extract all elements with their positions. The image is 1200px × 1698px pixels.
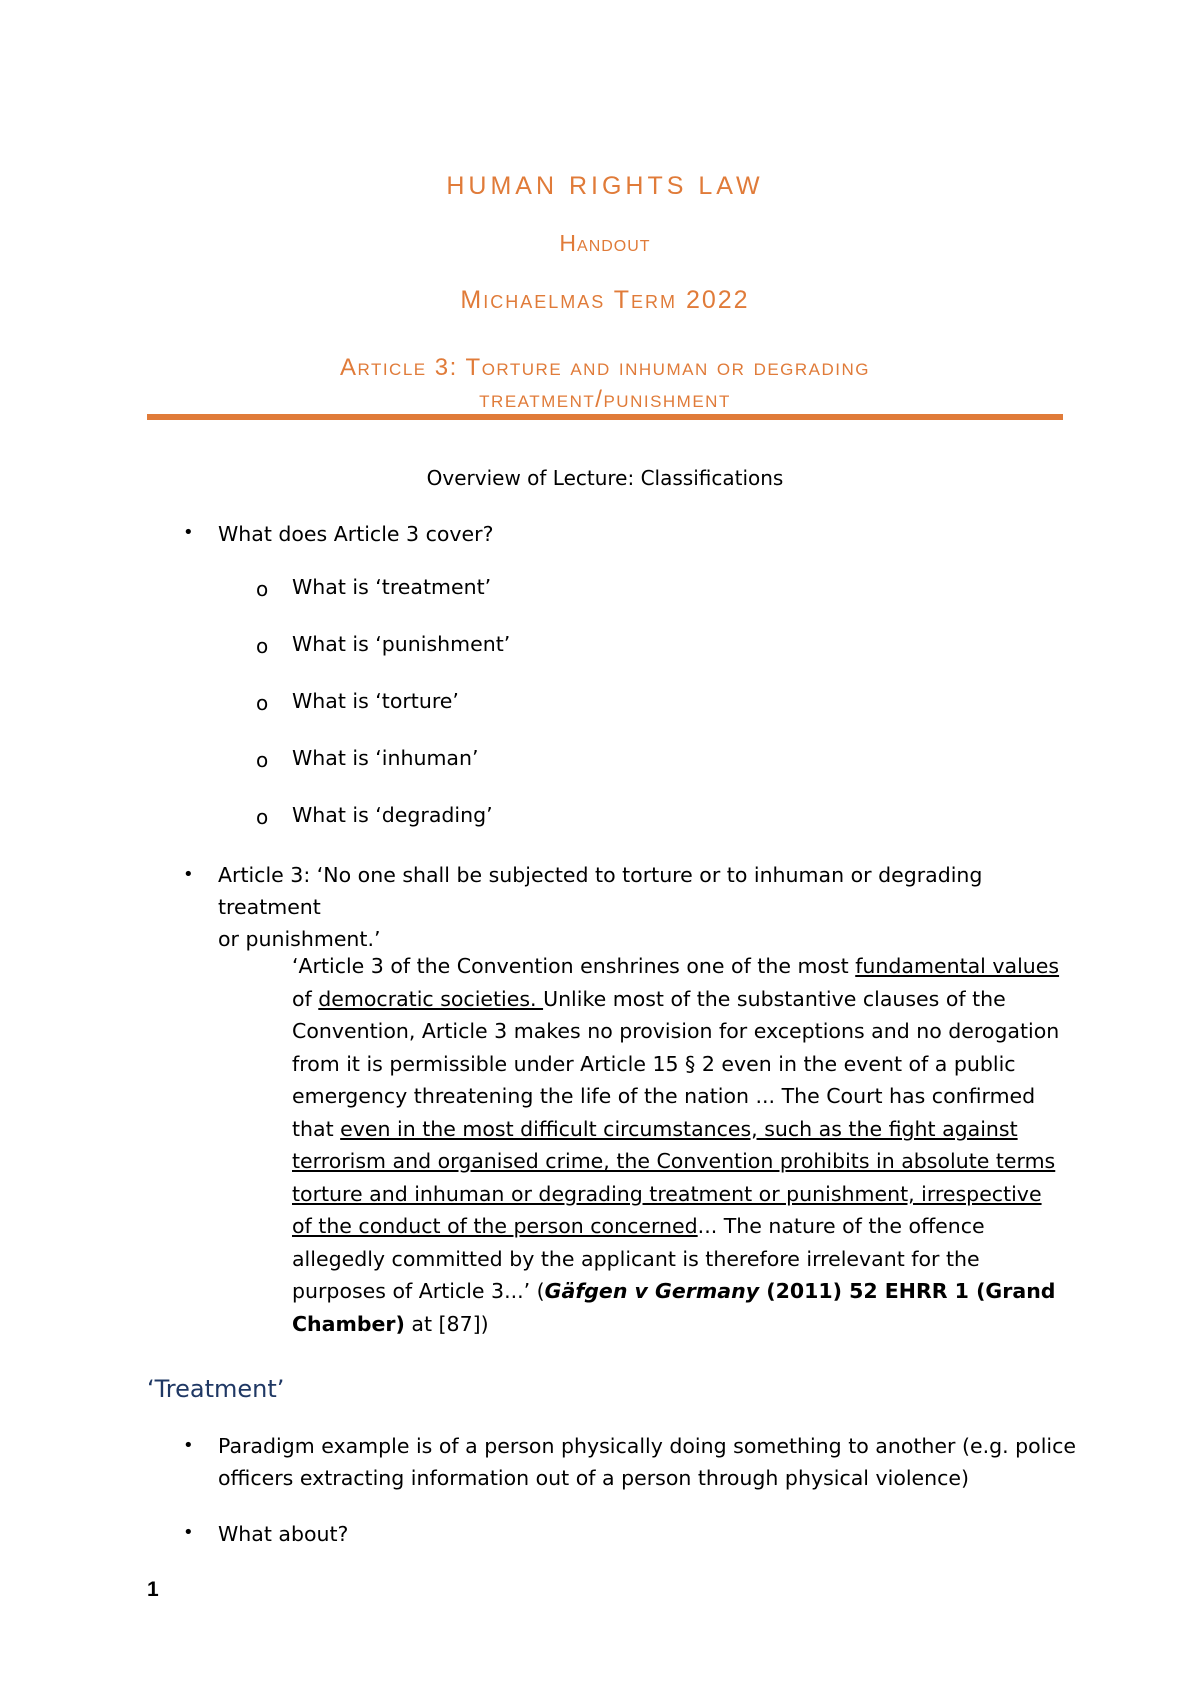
sub-item-punishment: What is ‘punishment’ — [292, 632, 511, 656]
gafgen-quote — [292, 950, 1062, 1340]
case-citation: (2011) 52 EHRR 1 (Grand Chamber) — [292, 1279, 1056, 1336]
section-heading-treatment: ‘Treatment’ — [147, 1375, 285, 1403]
quote-underline-democratic-societies: democratic societies. — [318, 986, 544, 1011]
quote-part3: Unlike most of the substantive clauses of the Convention, Article 3 makes no provision for exceptions and no derogation from it is permissible under Article 15 § 2 even in the event of a public emergency threatening the life of the nation ... The Court has confirmed that — [292, 986, 1060, 1141]
pin-cite: at [87]) — [404, 1311, 489, 1336]
term-label: Michaelmas Term 2022 — [460, 286, 750, 314]
quote-underline-absolute-prohibition: even in the most difficult circumstances, such as the fight against terrorism and organised crime, the Convention prohibits in absolute terms torture and inhuman or degrading treatment or punishment, irrespective of the conduct of the person concerned — [292, 1116, 1056, 1238]
bullet-what-about: What about? — [218, 1522, 349, 1546]
quote-part4: ... The nature of the offence allegedly committed by the applicant is therefore irrelevant for the purposes of Article 3...’ ( — [292, 1214, 985, 1303]
paradigm-line2: officers extracting information out of a person through physical violence) — [218, 1466, 970, 1490]
quote-underline-fundamental-values: fundamental values — [855, 954, 1060, 978]
sub-bullet-marker: o — [256, 805, 269, 829]
sub-item-torture: What is ‘torture’ — [292, 689, 459, 713]
bullet-paradigm-example — [218, 1430, 1078, 1494]
sub-bullet-marker: o — [256, 691, 269, 715]
title-divider — [147, 414, 1063, 420]
case-name: Gäfgen v Germany — [544, 1279, 760, 1303]
bullet-marker: • — [183, 1522, 194, 1543]
bullet-marker: • — [183, 522, 194, 543]
document-subtitle: Handout — [559, 230, 651, 256]
bullet-article3-cover: What does Article 3 cover? — [218, 522, 494, 546]
quote-part2: of — [292, 986, 319, 1011]
topic-title-line2: treatment/punishment — [479, 386, 731, 413]
article3-text-line1: Article 3: ‘No one shall be subjected to torture or to inhuman or degrading treatment — [218, 863, 983, 919]
bullet-article3-text — [218, 859, 1078, 955]
quote-part1: ‘Article 3 of the Convention enshrines one of the most — [292, 954, 856, 978]
topic-title-line1: Article 3: Torture and inhuman or degrading — [339, 354, 871, 381]
document-title: HUMAN RIGHTS LAW — [446, 172, 764, 200]
sub-item-treatment: What is ‘treatment’ — [292, 575, 492, 599]
bullet-marker: • — [183, 864, 194, 885]
paradigm-line1: Paradigm example is of a person physically doing something to another (e.g. police — [218, 1434, 1076, 1458]
article3-text-line2: or punishment.’ — [218, 927, 381, 951]
overview-heading: Overview of Lecture: Classifications — [426, 466, 784, 490]
sub-item-degrading: What is ‘degrading’ — [292, 803, 493, 827]
sub-item-inhuman: What is ‘inhuman’ — [292, 746, 479, 770]
sub-bullet-marker: o — [256, 577, 269, 601]
page-number: 1 — [147, 1578, 159, 1601]
topic-title — [147, 352, 1063, 416]
sub-bullet-marker: o — [256, 748, 269, 772]
bullet-marker: • — [183, 1435, 194, 1456]
sub-bullet-marker: o — [256, 634, 269, 658]
